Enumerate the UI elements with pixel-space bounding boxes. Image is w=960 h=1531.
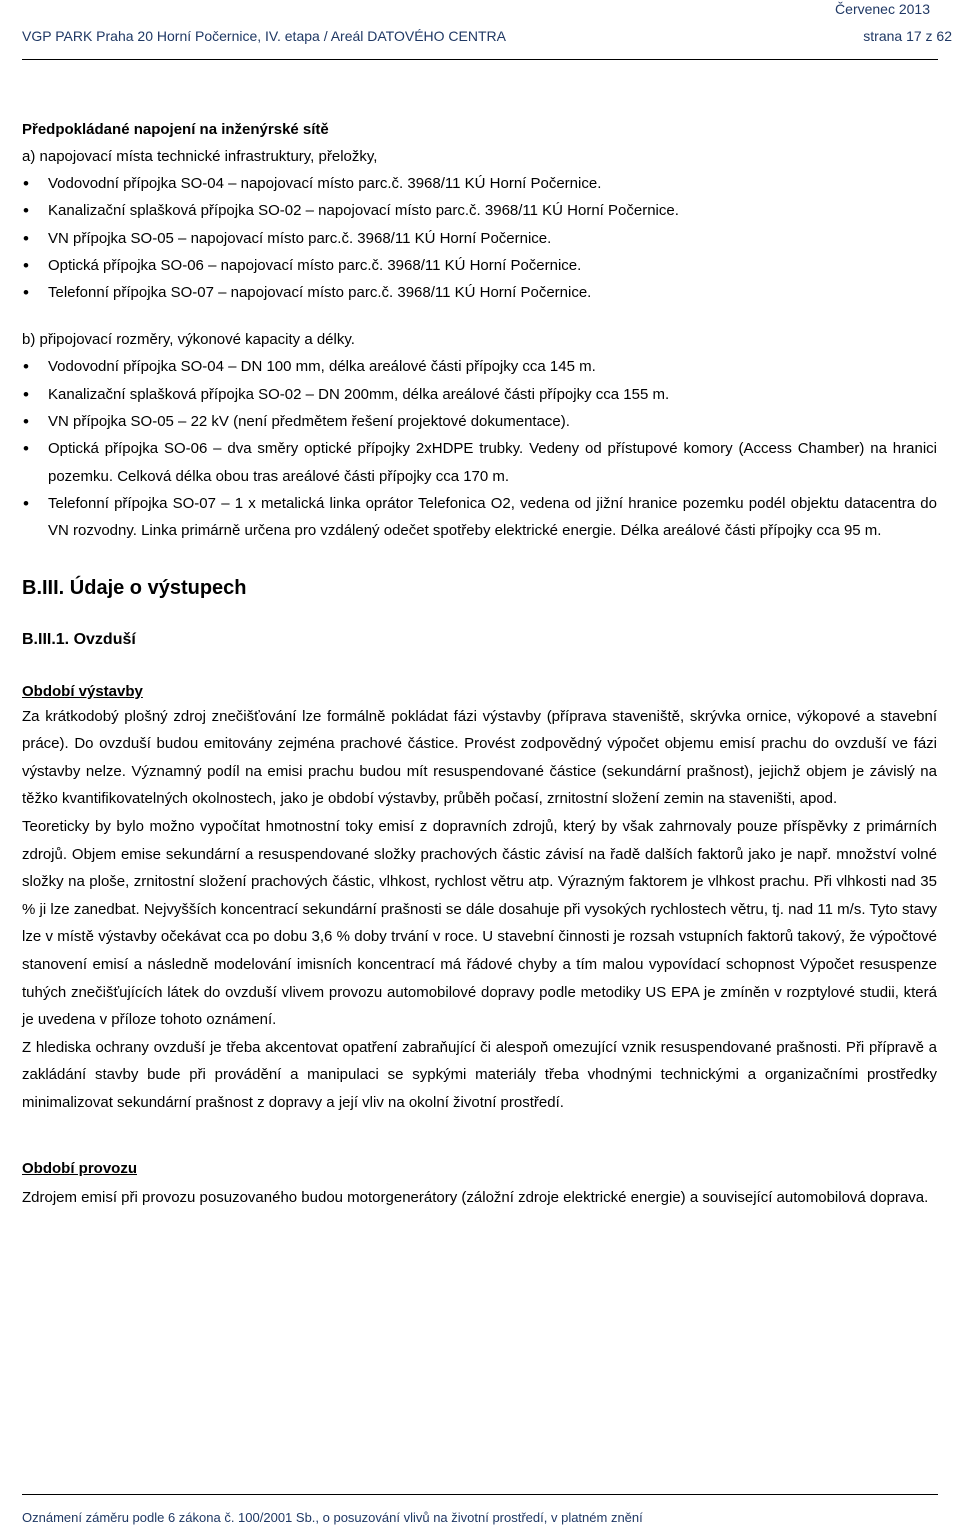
subchapter-title: B.III.1. Ovzduší (22, 630, 136, 648)
spacer (22, 306, 937, 326)
footer-text: Oznámení záměru podle 6 zákona č. 100/2001 Sb., o posuzování vlivů na životní prostředí, v platném znění (22, 1510, 643, 1525)
list-item: • VN přípojka SO-05 – napojovací místo parc.č. 3968/11 KÚ Horní Počernice. (22, 225, 937, 252)
list-item: • VN přípojka SO-05 – 22 kV (není předmětem řešení projektové dokumentace). (22, 408, 937, 435)
list-item: • Optická přípojka SO-06 – dva směry optické přípojky 2xHDPE trubky. Vedeny od přístupové komory (Access Chamber) na hranici pozemku. Celková délka obou tras areálové části přípojky cca 170 m. (22, 435, 937, 490)
list-item: • Vodovodní přípojka SO-04 – DN 100 mm, délka areálové části přípojky cca 145 m. (22, 353, 937, 380)
list-item: • Kanalizační splašková přípojka SO-02 – napojovací místo parc.č. 3968/11 KÚ Horní Počernice. (22, 197, 937, 224)
chapter-title: B.III. Údaje o výstupech (22, 576, 247, 599)
list-item: • Telefonní přípojka SO-07 – 1 x metalická linka oprátor Telefonica O2, vedena od jižní hranice pozemku podél objektu datacentra do VN rozvodny. Linka primárně určena pro vzdálený odečet spotřeby elektrické energie. Délka areálové části přípojky cca 95 m. (22, 490, 937, 545)
list-item: • Telefonní přípojka SO-07 – napojovací místo parc.č. 3968/11 KÚ Horní Počernice. (22, 279, 937, 306)
paragraph: Teoreticky by bylo možno vypočítat hmotnostní toky emisí z dopravních zdrojů, který by však zahrnovaly pouze příspěvky z primárních zdrojů. Objem emise sekundární a resuspendované složky prachových částic závisí na řadě dalších faktorů jako je např. množství volné složky na ploše, zrnitostní složení prachových částic, vlhkost, rychlost větru atp. Výrazným faktorem je vlhkost prachu. Při vlhkosti nad 35 % ji lze zanedbat. Nejvyšších koncentrací sekundární prašnosti se dále dosahuje při vysokých rychlostech větru, tj. nad 11 m/s. Tyto stavy lze v místě výstavby očekávat cca po dobu 3,6 % doby trvání v roce. U stavební činnosti je rozsah vstupních faktorů takový, že výpočtové stanovení emisí a následně modelování imisních koncentrací má řádové chyby a tím malou vypovídací schopnost Výpočet resuspenze tuhých znečišťujících látek do ovzduší vlivem provozu automobilové dopravy podle metodiky US EPA je zmíněn v rozptylové studii, která je uvedena v příloze tohoto oznámení. (22, 817, 937, 1029)
operation-heading: Období provozu (22, 1160, 137, 1178)
document-body (22, 116, 937, 1212)
section-title: Předpokládané napojení na inženýrské sítě (22, 121, 329, 138)
header-divider (22, 59, 938, 60)
list-item: • Vodovodní přípojka SO-04 – napojovací místo parc.č. 3968/11 KÚ Horní Počernice. (22, 170, 937, 197)
header-title: VGP PARK Praha 20 Horní Počernice, IV. etapa / Areál DATOVÉHO CENTRA (22, 28, 506, 44)
list-item: • Optická přípojka SO-06 – napojovací místo parc.č. 3968/11 KÚ Horní Počernice. (22, 252, 937, 279)
section-a-subtitle: a) napojovací místa technické infrastruktury, přeložky, (22, 148, 378, 165)
list-item: • Kanalizační splašková přípojka SO-02 – DN 200mm, délka areálové části přípojky cca 155 m. (22, 381, 937, 408)
section-b-subtitle: b) připojovací rozměry, výkonové kapacity a délky. (22, 331, 355, 349)
paragraph: Zdrojem emisí při provozu posuzovaného budou motorgenerátory (záložní zdroje elektrické energie) a související automobilová doprava. (22, 1189, 929, 1207)
paragraph: Z hlediska ochrany ovzduší je třeba akcentovat opatření zabraňující či alespoň omezující vznik resuspendované prašnosti. Při přípravě a zakládání stavby bude při provádění a manipulaci se sypkými materiály třeba vhodnými technickými a organizačními prostředky minimalizovat sekundární prašnost z dopravy a její vliv na okolní životní prostředí. (22, 1038, 937, 1111)
paragraph: Za krátkodobý plošný zdroj znečišťování lze formálně pokládat fázi výstavby (příprava staveniště, skrývka ornice, výkopové a stavební práce). Do ovzduší budou emitovány zejména prachové částice. Provést zodpovědný výpočet objemu emisí prachu do ovzduší ve fázi výstavby nelze. Významný podíl na emisi prachu budou mít resuspendované částice (sekundární prašnost), jejichž objem je závislý na těžko kvantifikovatelných okolnostech, jako je období výstavby, průběh počasí, zrnitostní složení zemin na staveništi, apod. (22, 707, 937, 808)
page-number: strana 17 z 62 (863, 28, 952, 44)
connection-points-list (22, 170, 937, 306)
capacities-list (22, 353, 937, 544)
header-date: Červenec 2013 (835, 1, 930, 17)
construction-heading: Období výstavby (22, 682, 143, 700)
footer-divider (22, 1494, 938, 1495)
